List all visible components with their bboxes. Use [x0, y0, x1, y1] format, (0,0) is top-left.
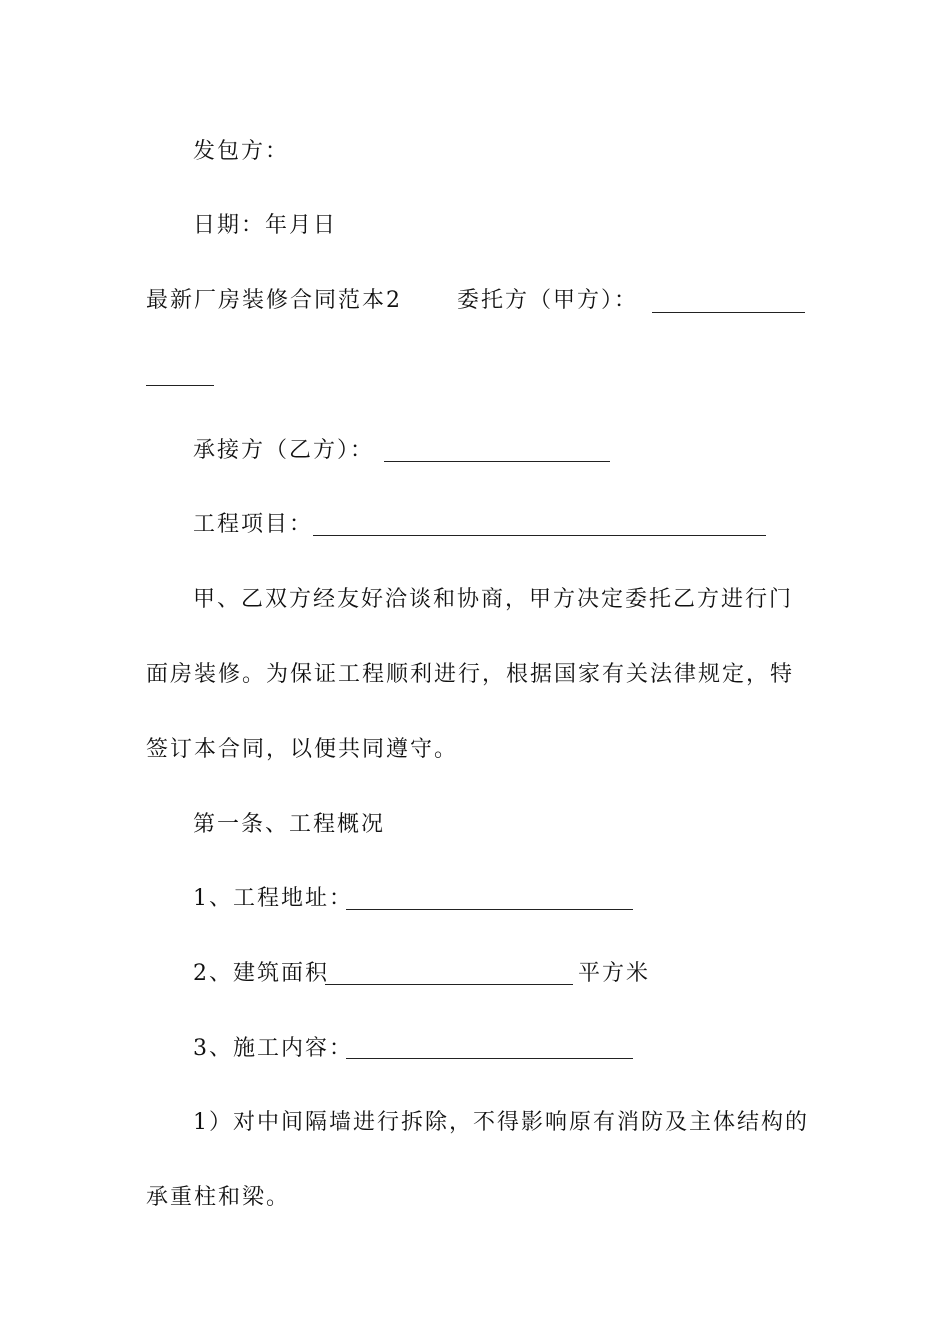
contract-title: 最新厂房装修合同范本2 [146, 288, 402, 313]
item2-unit: 平方米 [578, 961, 651, 986]
party-a-signature-label: 发包方： [193, 139, 290, 164]
item1-label: 1、工程地址： [193, 886, 353, 911]
date-label: 日期：年月日 [193, 213, 338, 238]
item3-blank-line [346, 1058, 633, 1059]
contractor-blank-line [384, 461, 610, 462]
client-blank-line-continued [146, 385, 214, 386]
intro-line-3: 签订本合同，以便共同遵守。 [146, 737, 459, 762]
intro-line-2: 面房装修。为保证工程顺利进行，根据国家有关法律规定，特 [146, 662, 795, 687]
article1-heading: 第一条、工程概况 [193, 812, 386, 837]
client-label: 委托方（甲方）： [457, 288, 639, 313]
client-blank-line [652, 312, 805, 313]
project-label: 工程项目： [193, 512, 314, 537]
subitem1-line-1: 1）对中间隔墙进行拆除，不得影响原有消防及主体结构的 [193, 1110, 809, 1135]
item2-label: 2、建筑面积 [193, 961, 329, 986]
project-blank-line [313, 535, 766, 536]
item1-blank-line [346, 909, 633, 910]
item2-blank-line [325, 984, 573, 985]
intro-line-1: 甲、乙双方经友好洽谈和协商，甲方决定委托乙方进行门 [193, 587, 794, 612]
item3-label: 3、施工内容： [193, 1036, 353, 1061]
subitem1-line-2: 承重柱和梁。 [146, 1185, 291, 1210]
contractor-label: 承接方（乙方）： [193, 438, 375, 463]
